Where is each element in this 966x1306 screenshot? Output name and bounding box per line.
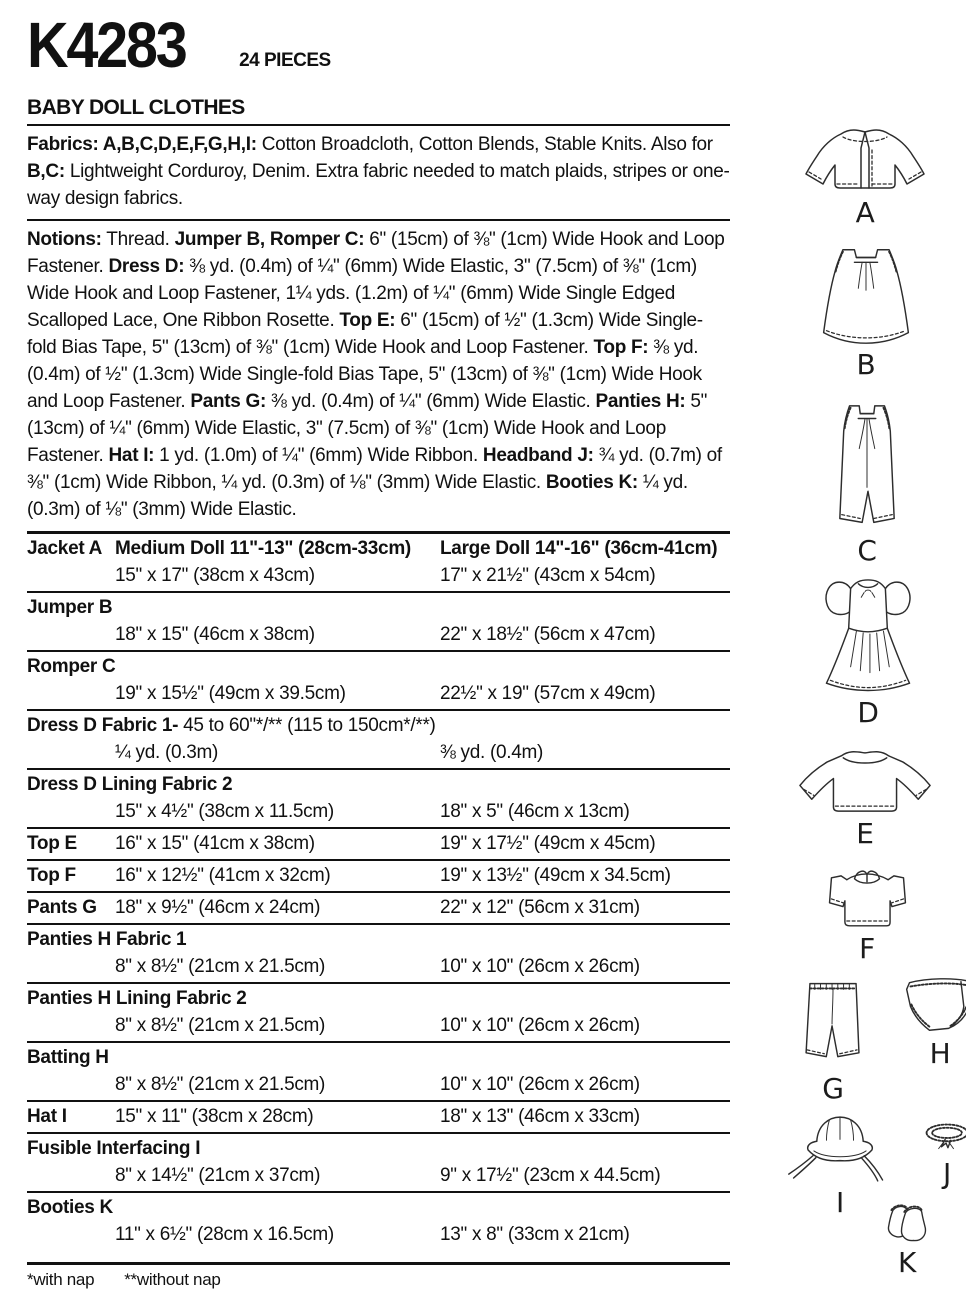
illustration-top-f bbox=[818, 862, 916, 964]
emphasis-text: Fabrics: A,B,C,D,E,F,G,H,I: bbox=[27, 134, 257, 155]
footnote-without-nap: **without nap bbox=[124, 1270, 221, 1289]
table-row-hat-i bbox=[27, 1102, 730, 1134]
row-label: Pants G bbox=[27, 897, 97, 918]
jacket-a-sketch-icon bbox=[795, 124, 935, 196]
body-text: ¼ yd. (0.3m) of ⅛" (3mm) Wide Elastic. bbox=[27, 472, 688, 520]
large-size-value: 10" x 10" (26cm x 26cm) bbox=[440, 956, 640, 977]
page-title: BABY DOLL CLOTHES bbox=[27, 96, 730, 126]
emphasis-text: Pants G: bbox=[190, 391, 267, 412]
row-label: Panties H Fabric 1 bbox=[27, 929, 187, 950]
cut-table-body bbox=[27, 534, 730, 1250]
medium-size-value: 8" x 14½" (21cm x 37cm) bbox=[115, 1165, 321, 1186]
illustration-jumper-b bbox=[810, 244, 922, 380]
cutting-table bbox=[27, 531, 730, 1265]
medium-size-value: 8" x 8½" (21cm x 21.5cm) bbox=[115, 956, 326, 977]
illustration-hat-i bbox=[782, 1112, 898, 1218]
table-row-romper-c bbox=[27, 652, 730, 711]
pattern-number: K4283 bbox=[27, 9, 186, 81]
medium-size-value: 15" x 17" (38cm x 43cm) bbox=[115, 565, 315, 586]
medium-size-value: 15" x 11" (38cm x 28cm) bbox=[115, 1106, 314, 1127]
row-note: 45 to 60"*/** (115 to 150cm*/**) bbox=[178, 715, 436, 736]
medium-size-value: ¼ yd. (0.3m) bbox=[115, 742, 219, 763]
panties-h-sketch-icon bbox=[900, 974, 966, 1037]
view-letter-j: J bbox=[943, 1157, 951, 1190]
row-label: Fusible Interfacing I bbox=[27, 1138, 201, 1159]
table-row-jacket-a bbox=[27, 534, 730, 593]
table-row-dress-d-fabric-1 bbox=[27, 711, 730, 770]
body-text: Cotton Broadcloth, Cotton Blends, Stable Knits. Also for bbox=[256, 134, 713, 155]
view-letter-g: G bbox=[822, 1072, 844, 1105]
large-size-value: 10" x 10" (26cm x 26cm) bbox=[440, 1074, 640, 1095]
table-row-top-e bbox=[27, 829, 730, 861]
large-size-value: 18" x 13" (46cm x 33cm) bbox=[440, 1106, 640, 1127]
body-text: ⅜ yd. (0.4m) of ¼" (6mm) Wide Elastic, 3" (7.5cm) of ⅜" (1cm) Wide Hook and Loop Fastener, 1¼ yds. (1.2m) of ¼" (6mm) Wide Single Edged Scalloped Lace, One Ribbon Rosette. bbox=[27, 256, 697, 331]
hat-i-sketch-icon bbox=[782, 1112, 898, 1186]
view-letter-e: E bbox=[856, 817, 874, 850]
table-row-booties-k bbox=[27, 1193, 730, 1250]
large-size-value: 22½" x 19" (57cm x 49cm) bbox=[440, 683, 656, 704]
size-header-large: Large Doll 14"-16" (36cm-41cm) bbox=[440, 538, 718, 559]
table-row-top-f bbox=[27, 861, 730, 893]
body-text: 5" (13cm) of ¼" (6mm) Wide Elastic, 3" (7.5cm) of ⅜" (1cm) Wide Hook and Loop Fastener. bbox=[27, 391, 708, 466]
table-row-batting-h bbox=[27, 1043, 730, 1102]
view-letter-d: D bbox=[857, 696, 879, 729]
row-label: Panties H Lining Fabric 2 bbox=[27, 988, 247, 1009]
large-size-value: 22" x 12" (56cm x 31cm) bbox=[440, 897, 640, 918]
emphasis-text: Top E: bbox=[339, 310, 396, 331]
emphasis-text: Notions: bbox=[27, 229, 102, 250]
large-size-value: 22" x 18½" (56cm x 47cm) bbox=[440, 624, 656, 645]
illustration-pants-g bbox=[800, 974, 866, 1104]
illustration-panties-h bbox=[900, 974, 966, 1069]
footnote-with-nap: *with nap bbox=[27, 1270, 95, 1289]
row-label: Dress D Lining Fabric 2 bbox=[27, 774, 233, 795]
illustration-top-e bbox=[792, 746, 938, 849]
jumper-b-sketch-icon bbox=[810, 244, 922, 348]
row-label: Top F bbox=[27, 865, 76, 886]
headband-j-sketch-icon bbox=[920, 1118, 966, 1157]
view-letter-i: I bbox=[836, 1186, 844, 1219]
fabrics-paragraph bbox=[27, 126, 730, 221]
medium-size-value: 8" x 8½" (21cm x 21.5cm) bbox=[115, 1074, 326, 1095]
row-label: Batting H bbox=[27, 1047, 109, 1068]
pants-g-sketch-icon bbox=[800, 974, 866, 1072]
body-text: Thread. bbox=[101, 229, 175, 250]
illustration-romper-c bbox=[822, 402, 912, 566]
illustration-headband-j bbox=[920, 1118, 966, 1189]
large-size-value: ⅜ yd. (0.4m) bbox=[440, 742, 544, 763]
top-e-sketch-icon bbox=[792, 746, 938, 817]
notions-paragraph bbox=[27, 221, 730, 530]
row-label: Dress D Fabric 1- bbox=[27, 715, 179, 736]
emphasis-text: Dress D: bbox=[108, 256, 185, 277]
view-letter-a: A bbox=[855, 196, 875, 229]
medium-size-value: 19" x 15½" (49cm x 39.5cm) bbox=[115, 683, 346, 704]
romper-c-sketch-icon bbox=[822, 402, 912, 534]
medium-size-value: 8" x 8½" (21cm x 21.5cm) bbox=[115, 1015, 326, 1036]
medium-size-value: 16" x 12½" (41cm x 32cm) bbox=[115, 865, 331, 886]
view-letter-f: F bbox=[859, 932, 875, 965]
emphasis-text: B,C: bbox=[27, 161, 65, 182]
body-text: ⅜ yd. (0.4m) of ½" (1.3cm) Wide Single-fold Bias Tape, 5" (13cm) of ⅜" (1cm) Wide Hook and Loop Fastener. bbox=[27, 337, 702, 412]
emphasis-text: Panties H: bbox=[595, 391, 686, 412]
row-label: Hat I bbox=[27, 1106, 67, 1127]
masthead bbox=[27, 9, 730, 81]
large-size-value: 19" x 17½" (49cm x 45cm) bbox=[440, 833, 656, 854]
emphasis-text: Headband J: bbox=[482, 445, 594, 466]
emphasis-text: Booties K: bbox=[545, 472, 638, 493]
table-row-panties-h-lining-fabric-2 bbox=[27, 984, 730, 1043]
booties-k-sketch-icon bbox=[882, 1200, 932, 1246]
illustration-jacket-a bbox=[795, 124, 935, 228]
emphasis-text: Jumper B, Romper C: bbox=[174, 229, 365, 250]
view-letter-h: H bbox=[929, 1037, 951, 1070]
table-row-jumper-b bbox=[27, 593, 730, 652]
row-label: Romper C bbox=[27, 656, 116, 677]
table-row-dress-d-lining-fabric-2 bbox=[27, 770, 730, 829]
view-letter-b: B bbox=[856, 348, 876, 381]
dress-d-sketch-icon bbox=[812, 572, 924, 696]
pieces-count: 24 PIECES bbox=[239, 50, 331, 71]
large-size-value: 18" x 5" (46cm x 13cm) bbox=[440, 801, 630, 822]
medium-size-value: 18" x 9½" (46cm x 24cm) bbox=[115, 897, 321, 918]
large-size-value: 19" x 13½" (49cm x 34.5cm) bbox=[440, 865, 671, 886]
main-column bbox=[27, 0, 730, 1290]
large-size-value: 17" x 21½" (43cm x 54cm) bbox=[440, 565, 656, 586]
table-row-fusible-interfacing-i bbox=[27, 1134, 730, 1193]
body-text: 6" (15cm) of ⅜" (1cm) Wide Hook and Loop Fastener. bbox=[27, 229, 725, 277]
view-letter-c: C bbox=[857, 534, 877, 567]
large-size-value: 9" x 17½" (23cm x 44.5cm) bbox=[440, 1165, 661, 1186]
garment-illustrations bbox=[740, 0, 966, 1306]
body-text: 6" (15cm) of ½" (1.3cm) Wide Single-fold Bias Tape, 5" (13cm) of ⅜" (1cm) Wide Hook and Loop Fastener. bbox=[27, 310, 703, 358]
body-text: ⅜ yd. (0.4m) of ¼" (6mm) Wide Elastic. bbox=[266, 391, 596, 412]
medium-size-value: 16" x 15" (41cm x 38cm) bbox=[115, 833, 315, 854]
body-text: ¾ yd. (0.7m) of ⅜" (1cm) Wide Ribbon, ¼ yd. (0.3m) of ⅛" (3mm) Wide Elastic. bbox=[27, 445, 722, 493]
body-text: Lightweight Corduroy, Denim. Extra fabric needed to match plaids, stripes or one-way design fabrics. bbox=[27, 161, 730, 209]
body-text: 1 yd. (1.0m) of ¼" (6mm) Wide Ribbon. bbox=[154, 445, 483, 466]
row-label: Booties K bbox=[27, 1197, 113, 1218]
footnote bbox=[27, 1270, 730, 1290]
large-size-value: 10" x 10" (26cm x 26cm) bbox=[440, 1015, 640, 1036]
row-label: Top E bbox=[27, 833, 77, 854]
emphasis-text: Top F: bbox=[593, 337, 649, 358]
medium-size-value: 18" x 15" (46cm x 38cm) bbox=[115, 624, 315, 645]
top-f-sketch-icon bbox=[818, 862, 916, 932]
illustration-booties-k bbox=[882, 1200, 932, 1278]
table-row-pants-g bbox=[27, 893, 730, 925]
large-size-value: 13" x 8" (33cm x 21cm) bbox=[440, 1224, 630, 1245]
row-label: Jacket A bbox=[27, 538, 103, 559]
emphasis-text: Hat I: bbox=[108, 445, 155, 466]
table-row-panties-h-fabric-1 bbox=[27, 925, 730, 984]
view-letter-k: K bbox=[897, 1246, 917, 1279]
medium-size-value: 15" x 4½" (38cm x 11.5cm) bbox=[115, 801, 334, 822]
size-header-medium: Medium Doll 11"-13" (28cm-33cm) bbox=[115, 538, 411, 559]
illustration-dress-d bbox=[812, 572, 924, 728]
row-label: Jumper B bbox=[27, 597, 113, 618]
medium-size-value: 11" x 6½" (28cm x 16.5cm) bbox=[115, 1224, 334, 1245]
